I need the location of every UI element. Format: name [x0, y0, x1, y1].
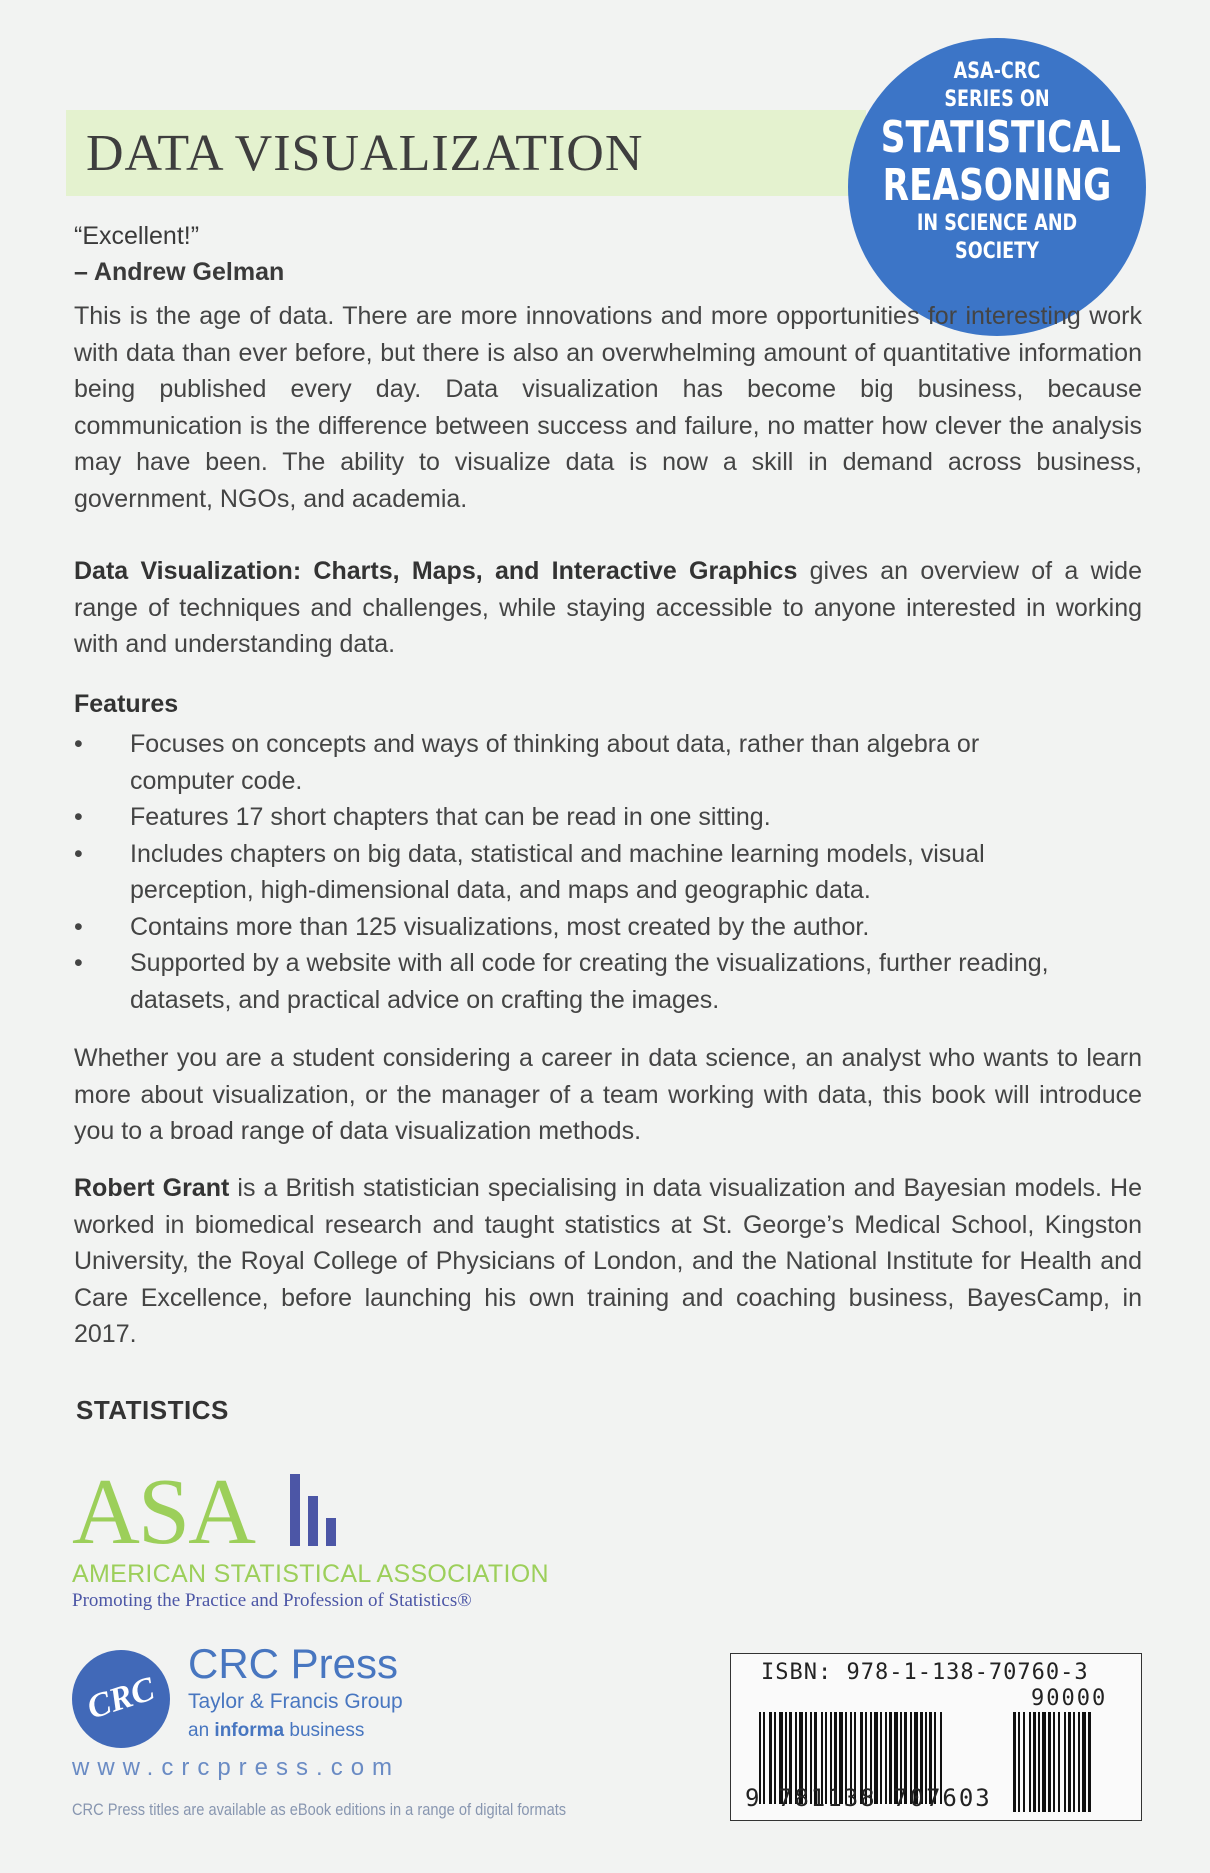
- list-item: [74, 909, 1074, 946]
- publisher-name: CRC Press: [188, 1640, 399, 1687]
- quote-text: “Excellent!”: [74, 222, 200, 250]
- features-heading: Features: [74, 690, 179, 718]
- asa-bars-icon: [286, 1474, 346, 1554]
- informa-bold: informa: [214, 1720, 285, 1741]
- feature-text: Supported by a website with all code for creating the visualizations, further reading, datasets, and practical advice on crafting the images.: [130, 949, 1049, 1014]
- author-name: Robert Grant: [74, 1174, 230, 1202]
- bullet: •: [74, 949, 83, 977]
- barcode-box: [730, 1653, 1142, 1821]
- book-description: [74, 553, 1142, 663]
- subject-category: STATISTICS: [76, 1395, 229, 1425]
- series-line: SERIES ON: [944, 87, 1050, 112]
- informa-prefix: an: [188, 1720, 215, 1741]
- bullet: •: [74, 803, 83, 831]
- informa-suffix: business: [284, 1720, 365, 1741]
- series-line: SOCIETY: [955, 239, 1039, 264]
- series-badge: [848, 38, 1146, 336]
- bullet: •: [74, 912, 83, 941]
- price-code: 90000: [1031, 1686, 1108, 1711]
- list-item: [74, 836, 1074, 909]
- author-bio-text: is a British statistician specialising in data visualization and Bayesian models. He worked in biomedical research and taught statistics at St. George’s Medical School, Kingston University, the Royal College of Physicians of London, and the National Institute for Health and Care Excellence, before launching his own training and coaching business, BayesCamp, in 2017.: [74, 1174, 1142, 1348]
- intro-paragraph: This is the age of data. There are more innovations and more opportunities for interesting work with data than ever before, but there is also an overwhelming amount of quantitative information being published every day. Data visualization has become big business, because communication is the difference between success and failure, no matter how clever the analysis may have been. The ability to visualize data is now a skill in demand across business, government, NGOs, and academia.: [74, 302, 1142, 513]
- book-description-text: gives an overview of a wide range of techniques and challenges, while staying accessible to anyone interested in working with and understanding data.: [74, 557, 1142, 658]
- bullet: •: [74, 730, 83, 758]
- crc-logo-text: CRC: [82, 1670, 159, 1727]
- series-line: IN SCIENCE AND: [916, 211, 1078, 236]
- informa-line: [188, 1720, 364, 1742]
- series-line: STATISTICAL: [880, 112, 1121, 163]
- endorsement-quote: [74, 218, 284, 290]
- asa-letters: ASA: [72, 1460, 255, 1564]
- isbn-text: ISBN: 978-1-138-70760-3: [761, 1660, 1089, 1685]
- barcode-addon-icon: [1013, 1712, 1129, 1812]
- list-item: [74, 726, 1074, 799]
- bullet: •: [74, 839, 83, 868]
- crc-logo: [72, 1650, 170, 1748]
- ean-number: 9 781138 707603: [745, 1784, 992, 1812]
- quote-author: – Andrew Gelman: [74, 258, 285, 286]
- author-bio: [74, 1170, 1142, 1353]
- feature-text: Contains more than 125 visualizations, most created by the author.: [130, 912, 870, 941]
- book-title: DATA VISUALIZATION: [86, 125, 644, 182]
- book-subtitle: Data Visualization: Charts, Maps, and Interactive Graphics: [74, 557, 798, 585]
- asa-tagline: Promoting the Practice and Profession of Statistics®: [72, 1590, 472, 1611]
- publisher-website: www.crcpress.com: [72, 1754, 401, 1781]
- series-line: REASONING: [882, 160, 1112, 211]
- list-item: [74, 945, 1074, 1018]
- list-item: [74, 799, 1074, 836]
- ebook-note: CRC Press titles are available as eBook editions in a range of digital formats: [72, 1800, 567, 1819]
- features-list: [74, 726, 1074, 1018]
- feature-text: Features 17 short chapters that can be read in one sitting.: [130, 803, 771, 831]
- audience-paragraph: Whether you are a student considering a career in data science, an analyst who wants to learn more about visualization, or the manager of a team working with data, this book will introduce you to a broad range of data visualization methods.: [74, 1044, 1142, 1145]
- feature-text: Includes chapters on big data, statistical and machine learning models, visual perception, high-dimensional data, and maps and geographic data.: [130, 839, 985, 904]
- series-line: ASA-CRC: [953, 59, 1041, 84]
- feature-text: Focuses on concepts and ways of thinking about data, rather than algebra or computer code.: [130, 730, 980, 795]
- publisher-group: Taylor & Francis Group: [188, 1690, 403, 1713]
- asa-logo: [72, 1462, 552, 1612]
- asa-name: AMERICAN STATISTICAL ASSOCIATION: [72, 1560, 549, 1588]
